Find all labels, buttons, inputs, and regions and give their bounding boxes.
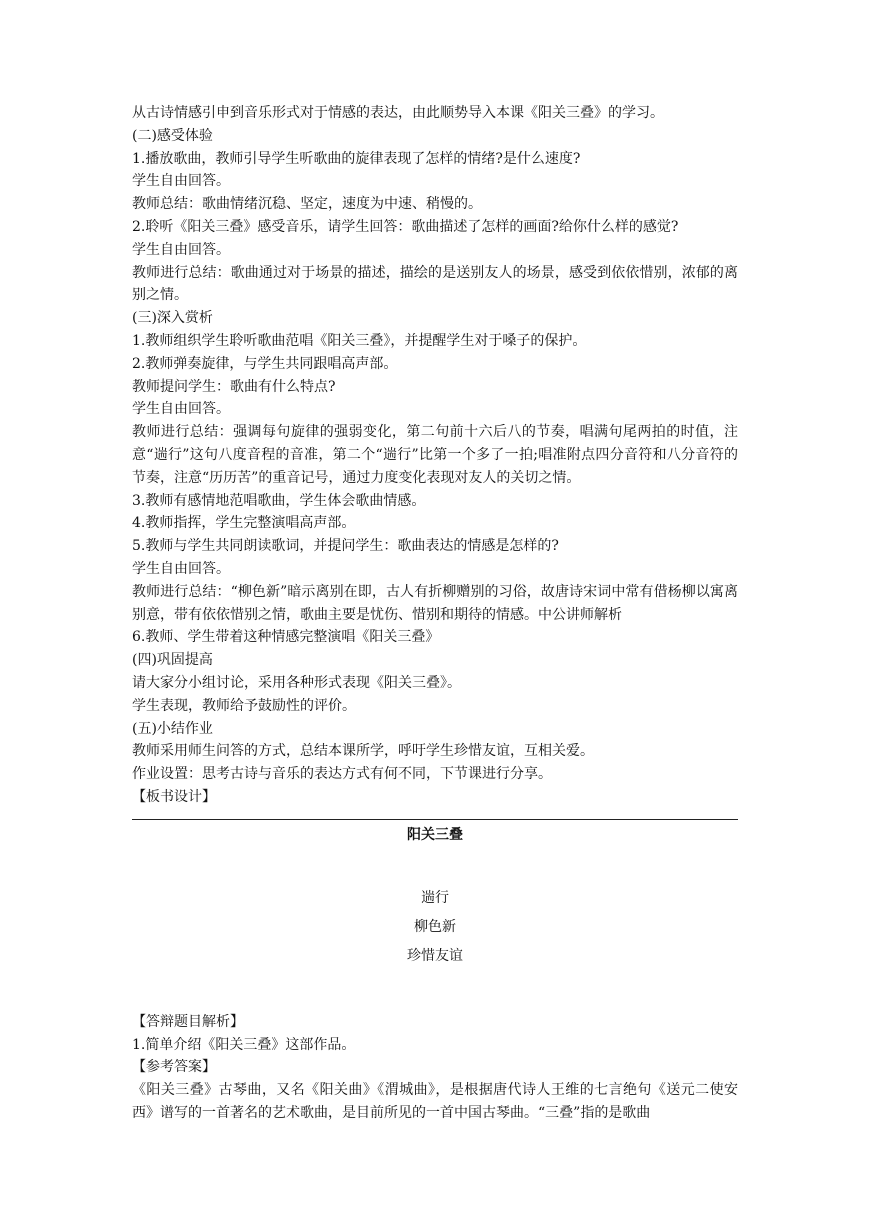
text-line: 教师采用师生问答的方式，总结本课所学，呼吁学生珍惜友谊，互相关爱。 [132, 743, 594, 760]
text-line: 教师提问学生：歌曲有什么特点? [132, 378, 336, 395]
text-line: 2.教师弹奏旋律，与学生共同跟唱高声部。 [132, 355, 398, 372]
section-heading: (四)巩固提高 [132, 652, 213, 669]
text-line: 1.简单介绍《阳关三叠》这部作品。 [132, 1036, 356, 1053]
text-line: 从古诗情感引申到音乐形式对于情感的表达，由此顺势导入本课《阳关三叠》的学习。 [132, 105, 664, 121]
text-line: 3.教师有感情地范唱歌曲，学生体会歌曲情感。 [132, 492, 426, 509]
divider [132, 819, 738, 820]
text-line: 2.聆听《阳关三叠》感受音乐，请学生回答：歌曲描述了怎样的画面?给你什么样的感觉? [132, 218, 679, 235]
text-line: 5.教师与学生共同朗读歌词，并提问学生：歌曲表达的情感是怎样的? [132, 538, 559, 555]
text-line: 4.教师指挥，学生完整演唱高声部。 [132, 515, 356, 532]
section-heading: 【答辩题目解析】 [132, 1013, 244, 1030]
section-heading: (三)深入赏析 [132, 310, 213, 327]
board-design-heading: 【板书设计】 [132, 788, 216, 805]
text-line: 教师总结：歌曲情绪沉稳、坚定，速度为中速、稍慢的。 [132, 196, 482, 213]
text-line: 学生自由回答。 [132, 173, 230, 190]
board-title: 阳关三叠 [407, 826, 463, 843]
section-heading: (二)感受体验 [132, 127, 213, 144]
text-line: 6.教师、学生带着这种情感完整演唱《阳关三叠》 [132, 629, 440, 646]
paragraph: 《阳关三叠》古琴曲，又名《阳关曲》《渭城曲》，是根据唐代诗人王维的七言绝句《送元二使安西》谱写的一首著名的艺术歌曲，是目前所见的一首中国古琴曲。“三叠”指的是歌曲 [132, 1082, 738, 1121]
text-line: 学生自由回答。 [132, 560, 230, 577]
board-item: 柳色新 [414, 918, 456, 935]
text-line: 请大家分小组讨论，采用各种形式表现《阳关三叠》。 [132, 674, 461, 691]
text-line: 1.教师组织学生聆听歌曲范唱《阳关三叠》，并提醒学生对于嗓子的保护。 [132, 332, 587, 349]
paragraph: 教师进行总结：强调每句旋律的强弱变化，第二句前十六后八的节奏，唱满句尾两拍的时值，注意“遄行”这句八度音程的音准，第二个“遄行”比第一个多了一拍;唱准附点四分音符和八分音符的节奏，注意“历历苦”的重音记号，通过力度变化表现对友人的关切之情。 [132, 424, 738, 486]
text-line: 1.播放歌曲，教师引导学生听歌曲的旋律表现了怎样的情绪?是什么速度? [132, 150, 581, 167]
text-line: 学生表现，教师给予鼓励性的评价。 [132, 697, 356, 714]
text-line: 作业设置：思考古诗与音乐的表达方式有何不同，下节课进行分享。 [132, 766, 552, 783]
board-item: 遄行 [421, 889, 449, 906]
section-heading: (五)小结作业 [132, 720, 213, 737]
section-heading: 【参考答案】 [132, 1059, 216, 1076]
paragraph: 教师进行总结：歌曲通过对于场景的描述，描绘的是送别友人的场景，感受到依依惜别，浓郁的离别之情。 [132, 264, 738, 304]
answer-section [132, 1011, 738, 1125]
board-item: 珍惜友谊 [407, 947, 463, 964]
document-page [132, 102, 738, 1125]
paragraph: 教师进行总结：“柳色新”暗示离别在即，古人有折柳赠别的习俗，故唐诗宋词中常有借杨柳以寓离别意，带有依依惜别之情，歌曲主要是忧伤、惜别和期待的情感。中公讲师解析 [132, 583, 738, 623]
text-line: 学生自由回答。 [132, 241, 230, 258]
board-items [132, 884, 738, 971]
text-line: 学生自由回答。 [132, 401, 230, 418]
